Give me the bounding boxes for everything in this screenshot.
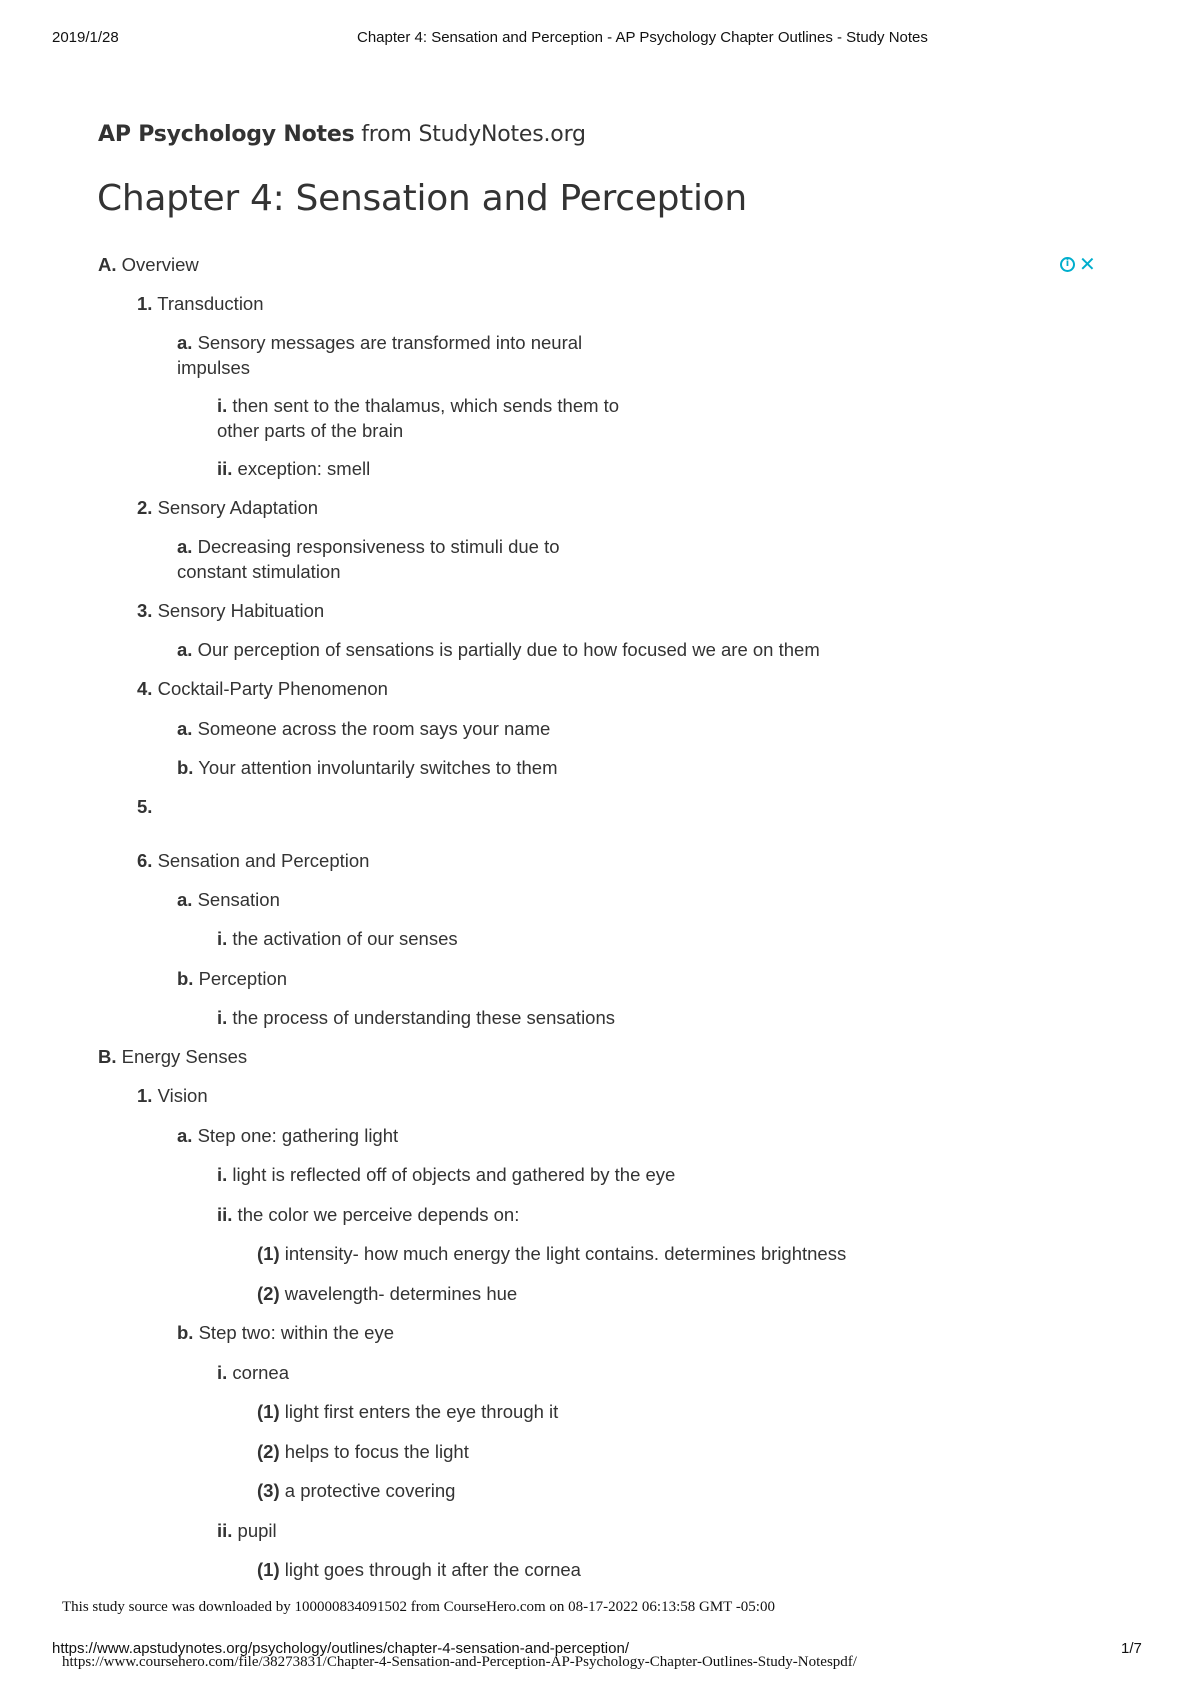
outline-text: Sensory Adaptation: [152, 497, 319, 518]
outline-text: light is reflected off of objects and gathered by the eye: [227, 1164, 676, 1185]
outline-marker: (2): [257, 1283, 280, 1304]
outline-marker: (1): [257, 1559, 280, 1580]
outline-item: [177, 1123, 398, 1148]
outline-text: Someone across the room says your name: [192, 718, 551, 739]
outline-marker: A.: [98, 254, 117, 275]
outline-text: Our perception of sensations is partially due to how focused we are on them: [192, 639, 820, 660]
outline-text: light goes through it after the cornea: [279, 1559, 581, 1580]
outline-item: [137, 291, 264, 316]
outline-item: [217, 1005, 615, 1030]
outline-marker: 5.: [137, 796, 153, 817]
outline-text: Your attention involuntarily switches to them: [193, 757, 558, 778]
outline-item: [137, 1083, 208, 1108]
outline-text: light first enters the eye through it: [279, 1401, 559, 1422]
footer-source-url[interactable]: https://www.apstudynotes.org/psychology/outlines/chapter-4-sensation-and-perception/: [52, 1640, 629, 1657]
outline-text: pupil: [232, 1520, 277, 1541]
outline-item: [217, 1518, 277, 1543]
outline-marker: a.: [177, 639, 193, 660]
outline-item: [177, 534, 597, 584]
outline-text: Sensation: [192, 889, 280, 910]
outline-text: a protective covering: [279, 1480, 456, 1501]
outline-marker: a.: [177, 332, 193, 353]
page-title: Chapter 4: Sensation and Perception: [97, 178, 747, 219]
outline-marker: a.: [177, 536, 193, 557]
outline-marker: b.: [177, 757, 194, 778]
ad-controls: [1060, 254, 1096, 274]
outline-item: [137, 495, 318, 520]
outline-marker: 2.: [137, 497, 153, 518]
outline-item: [137, 848, 369, 873]
outline-marker: (2): [257, 1441, 280, 1462]
outline-text: Perception: [193, 968, 288, 989]
footer-page-number: 1/7: [1121, 1640, 1142, 1657]
outline-item: [137, 676, 388, 701]
outline-marker: i.: [217, 1007, 228, 1028]
outline-text: Decreasing responsiveness to stimuli due to constant stimulation: [177, 536, 560, 582]
outline-marker: 1.: [137, 293, 153, 314]
outline-marker: i.: [217, 1362, 228, 1383]
footer-coursehero-url[interactable]: https://www.coursehero.com/file/38273831/Chapter-4-Sensation-and-Perception-AP-Psychology-Chapter-Outlines-Study-Notespdf/: [62, 1654, 857, 1670]
print-page-title: Chapter 4: Sensation and Perception - AP Psychology Chapter Outlines - Study Notes: [357, 29, 928, 46]
outline-text: Step two: within the eye: [193, 1322, 394, 1343]
outline-item: [257, 1478, 455, 1503]
outline-item: [257, 1241, 846, 1266]
outline-item: [177, 637, 820, 662]
outline-text: Energy Senses: [116, 1046, 248, 1067]
outline-marker: (3): [257, 1480, 280, 1501]
outline-marker: 3.: [137, 600, 153, 621]
outline-marker: a.: [177, 718, 193, 739]
download-watermark: This study source was downloaded by 100000834091502 from CourseHero.com on 08-17-2022 06:13:58 GMT -05:00: [62, 1599, 775, 1615]
outline-item: [177, 716, 550, 741]
close-icon[interactable]: ✕: [1079, 252, 1096, 276]
outline-marker: a.: [177, 1125, 193, 1146]
outline-text: wavelength- determines hue: [279, 1283, 518, 1304]
outline-marker: ii.: [217, 1204, 233, 1225]
outline-text: then sent to the thalamus, which sends them to other parts of the brain: [217, 395, 620, 441]
outline-text: Sensation and Perception: [152, 850, 370, 871]
outline-item: [217, 1202, 519, 1227]
info-icon[interactable]: i: [1060, 257, 1075, 272]
outline-marker: ii.: [217, 458, 233, 479]
outline-item: [217, 926, 458, 951]
outline-item: [98, 1044, 247, 1069]
outline-text: Step one: gathering light: [192, 1125, 399, 1146]
outline-marker: b.: [177, 1322, 194, 1343]
outline-marker: b.: [177, 968, 194, 989]
outline-marker: a.: [177, 889, 193, 910]
site-name: [98, 122, 586, 147]
outline-marker: B.: [98, 1046, 117, 1067]
print-date: 2019/1/28: [52, 29, 119, 46]
outline-text: Sensory Habituation: [152, 600, 325, 621]
outline-text: Cocktail-Party Phenomenon: [152, 678, 388, 699]
outline-text: Vision: [152, 1085, 208, 1106]
outline-text: Overview: [116, 254, 199, 275]
outline-text: intensity- how much energy the light contains. determines brightness: [279, 1243, 847, 1264]
outline-marker: 4.: [137, 678, 153, 699]
site-name-rest: from StudyNotes.org: [354, 122, 586, 147]
outline-text: the activation of our senses: [227, 928, 458, 949]
outline-text: helps to focus the light: [279, 1441, 469, 1462]
outline-item: [177, 1320, 394, 1345]
outline-marker: i.: [217, 395, 228, 416]
outline-text: Sensory messages are transformed into neural impulses: [177, 332, 583, 378]
outline-item: [137, 598, 324, 623]
outline-marker: (1): [257, 1243, 280, 1264]
outline-item: [257, 1439, 469, 1464]
outline-item: [257, 1399, 558, 1424]
outline-text: Transduction: [152, 293, 264, 314]
outline-marker: (1): [257, 1401, 280, 1422]
outline-marker: 6.: [137, 850, 153, 871]
outline-item: [177, 966, 287, 991]
outline-item: [177, 755, 558, 780]
outline-item: [217, 1360, 289, 1385]
outline-item: [217, 393, 657, 443]
outline-item: [177, 887, 280, 912]
outline-text: the process of understanding these sensations: [227, 1007, 616, 1028]
outline-item: [257, 1281, 517, 1306]
outline-item: [98, 252, 199, 277]
outline-marker: i.: [217, 1164, 228, 1185]
outline-text: the color we perceive depends on:: [232, 1204, 520, 1225]
outline-marker: i.: [217, 928, 228, 949]
outline-item: [217, 456, 370, 481]
outline-marker: 1.: [137, 1085, 153, 1106]
outline-text: exception: smell: [232, 458, 371, 479]
outline-item: [257, 1557, 581, 1582]
outline-item: [217, 1162, 675, 1187]
outline-item: [177, 330, 617, 380]
site-name-bold: AP Psychology Notes: [98, 122, 355, 147]
outline-marker: ii.: [217, 1520, 233, 1541]
outline-text: cornea: [227, 1362, 289, 1383]
outline-item: [137, 794, 152, 819]
